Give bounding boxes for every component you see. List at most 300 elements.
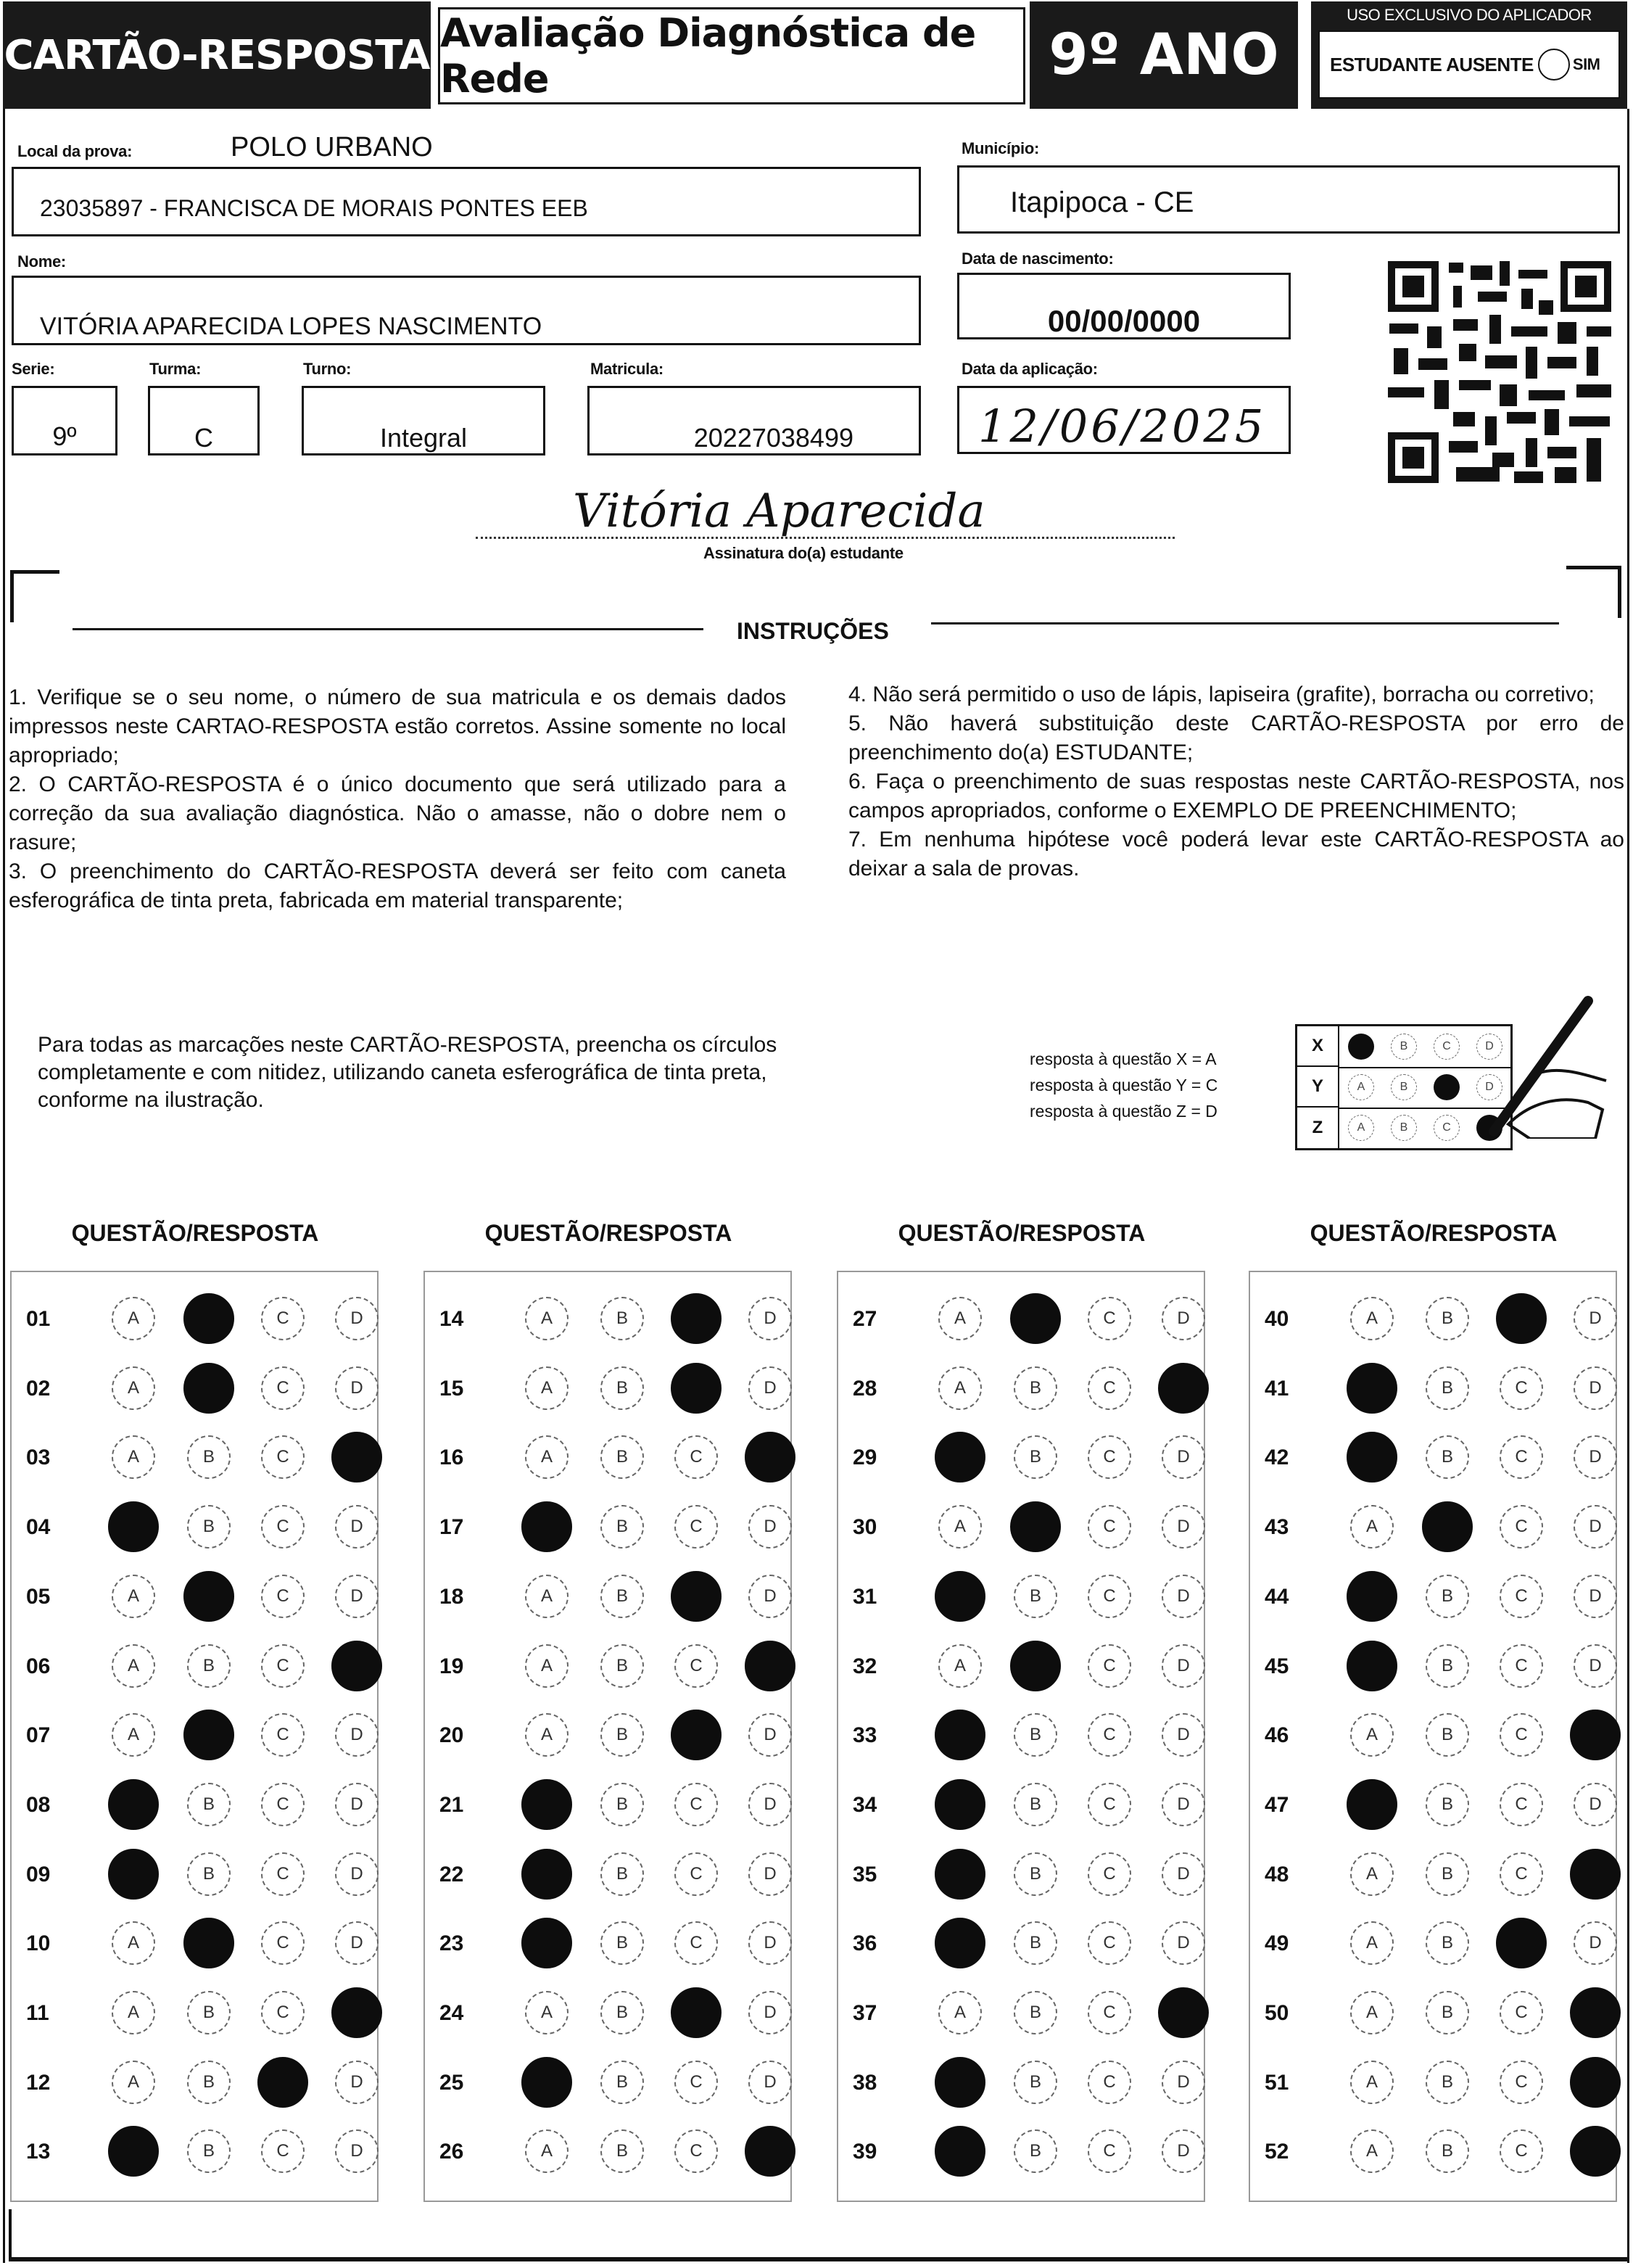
answer-bubble-b[interactable]: B [187,1644,231,1688]
answer-bubble-b[interactable]: B [1014,1575,1057,1618]
answer-bubble-a[interactable] [935,1779,985,1830]
answer-bubble-a[interactable] [521,1918,572,1968]
answer-bubble-b[interactable]: B [187,1783,231,1826]
nome-value: VITÓRIA APARECIDA LOPES NASCIMENTO [40,313,542,340]
answer-bubble-c[interactable]: C [1088,1644,1131,1688]
answer-bubble-b[interactable]: B [187,1852,231,1896]
answer-bubble-b[interactable]: B [1426,1713,1469,1757]
signature-label: Assinatura do(a) estudante [703,544,904,562]
answer-bubble-a[interactable]: A [525,1575,569,1618]
answer-bubble-a[interactable]: A [112,1435,155,1479]
card-title: CARTÃO-RESPOSTA [3,1,431,109]
question-number: 36 [853,1931,877,1956]
answer-bubble-b[interactable]: B [1014,1713,1057,1757]
answer-bubble-b[interactable] [183,1710,234,1760]
answer-bubble-b[interactable]: B [187,1991,231,2034]
answer-bubble-b[interactable] [183,1363,234,1414]
answer-bubble-d[interactable] [331,1987,382,2038]
answer-bubble-b[interactable] [1010,1641,1061,1691]
answer-bubble-d[interactable] [745,1432,795,1483]
answer-bubble-c[interactable]: C [674,1921,718,1965]
question-number: 43 [1265,1515,1289,1540]
answer-bubble-d[interactable]: D [1162,1644,1205,1688]
answer-bubble-c[interactable] [671,1293,722,1344]
answer-bubble-a[interactable]: A [112,1366,155,1410]
answer-bubble-c[interactable]: C [1500,2061,1543,2104]
answer-bubble-d[interactable] [1158,1363,1209,1414]
answer-bubble-b[interactable]: B [1426,1921,1469,1965]
example-bubble: C [1434,1115,1460,1141]
answer-bubble-c[interactable]: C [1088,2061,1131,2104]
answer-bubble-a[interactable] [935,1849,985,1900]
answer-bubble-c[interactable]: C [1088,1435,1131,1479]
answer-bubble-a[interactable]: A [112,1991,155,2034]
question-number: 39 [853,2140,877,2164]
example-row-label: Z [1297,1108,1339,1148]
answer-bubble-b[interactable]: B [1426,1366,1469,1410]
answer-bubble-b[interactable] [1010,1501,1061,1552]
legend-z: resposta à questão Z = D [1030,1102,1217,1121]
answer-bubble-c[interactable]: C [1088,1991,1131,2034]
example-bubble: D [1476,1034,1502,1060]
nome-label: Nome: [17,252,66,271]
answer-column-header: QUESTÃO/RESPOSTA [898,1220,1146,1246]
answer-bubble-c[interactable]: C [1088,2129,1131,2173]
answer-column-header: QUESTÃO/RESPOSTA [1310,1220,1558,1246]
answer-bubble-a[interactable] [521,1849,572,1900]
answer-column-header: QUESTÃO/RESPOSTA [71,1220,319,1246]
question-number: 32 [853,1654,877,1678]
turma-label: Turma: [149,360,202,378]
answer-bubble-c[interactable]: C [261,1505,305,1549]
answer-bubble-c[interactable]: C [674,1435,718,1479]
answer-bubble-a[interactable]: A [1350,2061,1394,2104]
legend-y: resposta à questão Y = C [1030,1076,1218,1094]
answer-bubble-b[interactable]: B [1426,1852,1469,1896]
answer-bubble-d[interactable]: D [335,1852,379,1896]
answer-bubble-c[interactable] [1496,1918,1547,1968]
answer-bubble-c[interactable]: C [1500,2129,1543,2173]
question-number: 08 [26,1792,51,1817]
answer-bubble-d[interactable] [745,2126,795,2177]
answer-bubble-a[interactable]: A [525,1297,569,1340]
answer-bubble-b[interactable] [183,1918,234,1968]
answer-bubble-c[interactable] [671,1987,722,2038]
answer-bubble-c[interactable]: C [261,1435,305,1479]
answer-bubble-b[interactable]: B [1014,2129,1057,2173]
question-number: 47 [1265,1792,1289,1817]
question-number: 33 [853,1723,877,1748]
answer-bubble-b[interactable]: B [187,2129,231,2173]
answer-bubble-d[interactable]: D [748,1783,792,1826]
answer-bubble-c[interactable]: C [261,1852,305,1896]
answer-bubble-a[interactable]: A [112,1297,155,1340]
question-number: 42 [1265,1446,1289,1470]
answer-bubble-a[interactable] [108,1849,159,1900]
answer-bubble-d[interactable]: D [1162,1852,1205,1896]
answer-bubble-d[interactable]: D [1162,1505,1205,1549]
answer-bubble-c[interactable] [257,2057,308,2108]
answer-bubble-c[interactable]: C [1500,1991,1543,2034]
answer-bubble-b[interactable]: B [1014,1852,1057,1896]
nascimento-label: Data de nascimento: [962,250,1114,268]
answer-bubble-d[interactable]: D [335,1783,379,1826]
question-number: 12 [26,2070,51,2095]
applicator-title: USO EXCLUSIVO DO APLICADOR [1347,6,1592,24]
answer-bubble-a[interactable]: A [1350,1991,1394,2034]
answer-bubble-a[interactable]: A [525,1713,569,1757]
answer-bubble-b[interactable]: B [600,1852,644,1896]
question-number: 34 [853,1792,877,1817]
answer-bubble-c[interactable]: C [1088,1921,1131,1965]
answer-bubble-a[interactable] [1347,1779,1397,1830]
answer-bubble-a[interactable]: A [112,1713,155,1757]
answer-bubble-c[interactable] [1496,1293,1547,1344]
answer-bubble-c[interactable] [671,1710,722,1760]
answer-bubble-d[interactable]: D [748,1921,792,1965]
answer-bubble-c[interactable]: C [261,1921,305,1965]
answer-bubble-a[interactable]: A [525,1991,569,2034]
answer-bubble-d[interactable]: D [748,1991,792,2034]
answer-bubble-b[interactable]: B [600,1991,644,2034]
answer-bubble-d[interactable]: D [1574,1921,1617,1965]
answer-bubble-b[interactable]: B [1014,1783,1057,1826]
answer-bubble-b[interactable]: B [1426,1435,1469,1479]
answer-bubble-c[interactable]: C [1500,1713,1543,1757]
answer-bubble-b[interactable]: B [1014,1435,1057,1479]
answer-bubble-d[interactable] [745,1641,795,1691]
answer-bubble-d[interactable] [1570,2126,1621,2177]
answer-bubble-d[interactable]: D [335,1505,379,1549]
question-number: 09 [26,1862,51,1886]
local-value: POLO URBANO [231,132,433,162]
answer-bubble-b[interactable]: B [600,1921,644,1965]
answer-bubble-b[interactable]: B [600,1435,644,1479]
example-bubble: B [1391,1074,1417,1100]
answer-bubble-d[interactable]: D [1162,1783,1205,1826]
absent-label: ESTUDANTE AUSENTE [1330,53,1534,75]
answer-bubble-d[interactable]: D [748,1713,792,1757]
answer-bubble-d[interactable] [1570,1849,1621,1900]
instruction-1: 1. Verifique se o seu nome, o número de sua matricula e os demais dados impressos neste CARTAO-RESPOSTA estão corretos. Assine somente no local apropriado; [9,685,786,767]
question-number: 45 [1265,1654,1289,1678]
example-bubble: B [1391,1115,1417,1141]
answer-bubble-c[interactable]: C [261,1644,305,1688]
question-number: 52 [1265,2140,1289,2164]
answer-bubble-b[interactable]: B [600,1505,644,1549]
answer-bubble-a[interactable]: A [1350,1921,1394,1965]
answer-bubble-a[interactable]: A [1350,1852,1394,1896]
answer-bubble-b[interactable]: B [600,1575,644,1618]
answer-bubble-d[interactable]: D [1574,1644,1617,1688]
question-number: 15 [439,1376,464,1401]
answer-bubble-d[interactable]: D [335,1575,379,1618]
answer-bubble-a[interactable]: A [525,1644,569,1688]
answer-bubble-d[interactable]: D [1574,1783,1617,1826]
corner-bottom-left [9,2209,12,2261]
answer-bubble-a[interactable] [1347,1363,1397,1414]
answer-bubble-b[interactable]: B [1426,1991,1469,2034]
answer-bubble-a[interactable]: A [112,1644,155,1688]
answer-bubble-b[interactable]: B [1014,1366,1057,1410]
answer-column-header: QUESTÃO/RESPOSTA [484,1220,732,1246]
question-number: 37 [853,2001,877,2025]
matricula-label: Matricula: [590,360,663,378]
answer-bubble-c[interactable]: C [674,1783,718,1826]
question-number: 26 [439,2140,464,2164]
answer-bubble-c[interactable]: C [261,1991,305,2034]
instruction-4: 4. Não será permitido o uso de lápis, lapiseira (grafite), borracha ou corretivo; [848,683,1595,706]
answer-bubble-c[interactable]: C [1088,1575,1131,1618]
answer-bubble-d[interactable]: D [335,1297,379,1340]
answer-bubble-a[interactable]: A [112,2061,155,2104]
question-number: 18 [439,1584,464,1609]
question-number: 02 [26,1376,51,1401]
answer-bubble-a[interactable]: A [525,1435,569,1479]
answer-bubble-d[interactable] [1158,1987,1209,2038]
answer-bubble-b[interactable]: B [187,1435,231,1479]
answer-bubble-d[interactable]: D [1574,1505,1617,1549]
question-number: 19 [439,1654,464,1678]
question-number: 17 [439,1515,464,1540]
answer-bubble-b[interactable]: B [1426,2129,1469,2173]
answer-bubble-b[interactable]: B [600,1297,644,1340]
answer-bubble-a[interactable]: A [1350,1297,1394,1340]
answer-bubble-d[interactable]: D [1162,1297,1205,1340]
question-number: 31 [853,1584,877,1609]
answer-bubble-b[interactable]: B [1426,1783,1469,1826]
answer-bubble-c[interactable]: C [1500,1505,1543,1549]
answer-bubble-b[interactable]: B [600,2129,644,2173]
question-number: 35 [853,1862,877,1886]
answer-bubble-d[interactable]: D [1162,2061,1205,2104]
answer-bubble-a[interactable] [108,1501,159,1552]
answer-bubble-d[interactable]: D [335,1713,379,1757]
answer-bubble-c[interactable] [671,1571,722,1622]
answer-bubble-c[interactable]: C [1500,1852,1543,1896]
answer-bubble-b[interactable] [1010,1293,1061,1344]
answer-bubble-a[interactable]: A [1350,1505,1394,1549]
answer-bubble-c[interactable]: C [674,1505,718,1549]
answer-bubble-d[interactable]: D [748,2061,792,2104]
answer-bubble-d[interactable]: D [1162,2129,1205,2173]
answer-bubble-a[interactable] [935,1571,985,1622]
question-number: 50 [1265,2001,1289,2025]
answer-bubble-d[interactable]: D [748,1505,792,1549]
answer-bubble-c[interactable]: C [1500,1366,1543,1410]
example-bubble: D [1476,1074,1502,1100]
answer-bubble-a[interactable]: A [938,1366,982,1410]
answer-bubble-d[interactable]: D [1162,1713,1205,1757]
answer-bubble-b[interactable] [183,1293,234,1344]
answer-bubble-d[interactable]: D [748,1366,792,1410]
answer-bubble-c[interactable]: C [1088,1297,1131,1340]
answer-bubble-d[interactable]: D [335,2061,379,2104]
answer-bubble-d[interactable]: D [335,2129,379,2173]
question-number: 38 [853,2070,877,2095]
answer-bubble-a[interactable] [935,2057,985,2108]
question-number: 20 [439,1723,464,1748]
answer-bubble-b[interactable]: B [1426,2061,1469,2104]
matricula-value: 20227038499 [693,423,853,453]
question-number: 49 [1265,1931,1289,1956]
answer-bubble-a[interactable] [1347,1641,1397,1691]
answer-bubble-c[interactable]: C [1500,1644,1543,1688]
answer-bubble-a[interactable] [935,2126,985,2177]
municipio-value: Itapipoca - CE [1010,186,1194,218]
answer-bubble-a[interactable] [108,1779,159,1830]
answer-bubble-a[interactable] [935,1432,985,1483]
answer-bubble-a[interactable]: A [525,2129,569,2173]
answer-bubble-d[interactable]: D [335,1921,379,1965]
question-number: 28 [853,1376,877,1401]
turno-label: Turno: [303,360,352,378]
example-row-label: X [1297,1026,1339,1067]
answer-bubble-b[interactable]: B [600,1366,644,1410]
answer-bubble-b[interactable]: B [600,1644,644,1688]
answer-bubble-c[interactable]: C [261,1366,305,1410]
answer-bubble-b[interactable]: B [1014,1921,1057,1965]
answer-bubble-d[interactable]: D [1574,1297,1617,1340]
answer-bubble-d[interactable]: D [1574,1435,1617,1479]
answer-bubble-b[interactable]: B [187,2061,231,2104]
question-number: 44 [1265,1584,1289,1609]
answer-bubble-a[interactable] [521,2057,572,2108]
answer-bubble-c[interactable]: C [674,1644,718,1688]
question-number: 05 [26,1584,51,1609]
answer-bubble-c[interactable]: C [1500,1783,1543,1826]
question-number: 27 [853,1307,877,1331]
serie-label: Serie: [12,360,55,378]
answer-bubble-a[interactable]: A [938,1644,982,1688]
answer-bubble-a[interactable]: A [112,1921,155,1965]
answer-bubble-c[interactable]: C [1500,1435,1543,1479]
sim-label: SIM [1572,55,1600,73]
answer-bubble-a[interactable]: A [525,1366,569,1410]
instructions-title: INSTRUÇÕES [737,618,889,644]
answer-bubble-c[interactable]: C [261,1783,305,1826]
aplicacao-label: Data da aplicação: [962,360,1098,378]
answer-bubble-c[interactable]: C [1088,1783,1131,1826]
answer-bubble-d[interactable]: D [1162,1921,1205,1965]
example-bubble: C [1434,1034,1460,1060]
answer-bubble-d[interactable]: D [1162,1435,1205,1479]
answer-bubble-b[interactable]: B [1426,1575,1469,1618]
answer-bubble-a[interactable]: A [938,1991,982,2034]
answer-bubble-c[interactable]: C [1088,1505,1131,1549]
answer-bubble-a[interactable]: A [112,1575,155,1618]
answer-bubble-a[interactable] [1347,1571,1397,1622]
answer-bubble-b[interactable]: B [1426,1644,1469,1688]
answer-bubble-c[interactable]: C [674,2129,718,2173]
answer-bubble-d[interactable] [331,1641,382,1691]
serie-value: 9º [52,421,77,451]
answer-bubble-d[interactable] [1570,1710,1621,1760]
question-number: 21 [439,1792,464,1817]
answer-bubble-a[interactable]: A [938,1297,982,1340]
answer-bubble-d[interactable] [1570,2057,1621,2108]
answer-bubble-b[interactable] [183,1571,234,1622]
answer-bubble-c[interactable]: C [674,1852,718,1896]
question-number: 48 [1265,1862,1289,1886]
answer-bubble-b[interactable]: B [600,2061,644,2104]
signature: Vitória Aparecida [573,484,985,538]
answer-bubble-a[interactable] [935,1710,985,1760]
fill-note: Para todas as marcações neste CARTÃO-RESPOSTA, preencha os círculos completamente e com nitidez, utilizando caneta esferográfica de tinta preta, conforme na ilustração. [38,1033,777,1112]
answer-bubble-d[interactable]: D [1574,1366,1617,1410]
answer-bubble-a[interactable] [1347,1432,1397,1483]
answer-bubble-c[interactable] [671,1363,722,1414]
instruction-2: 2. O CARTÃO-RESPOSTA é o único documento que será utilizado para a correção da sua avaliação diagnóstica. Não o amasse, não o dobre nem o rasure; [9,772,786,854]
answer-bubble-d[interactable]: D [1574,1575,1617,1618]
question-number: 30 [853,1515,877,1540]
example-bubble: A [1348,1115,1374,1141]
answer-bubble-b[interactable]: B [600,1783,644,1826]
answer-bubble-a[interactable] [108,2126,159,2177]
answer-bubble-c[interactable]: C [1088,1852,1131,1896]
question-number: 46 [1265,1723,1289,1748]
question-number: 16 [439,1446,464,1470]
answer-bubble-c[interactable]: C [261,1297,305,1340]
answer-bubble-d[interactable]: D [748,1852,792,1896]
answer-bubble-b[interactable]: B [600,1713,644,1757]
question-number: 13 [26,2140,51,2164]
answer-bubble-a[interactable]: A [938,1505,982,1549]
school-value: 23035897 - FRANCISCA DE MORAIS PONTES EEB [40,195,588,221]
answer-bubble-b[interactable]: B [1014,2061,1057,2104]
answer-bubble-c[interactable]: C [261,1575,305,1618]
answer-bubble-d[interactable] [331,1432,382,1483]
question-number: 24 [439,2001,464,2025]
answer-bubble-a[interactable] [935,1918,985,1968]
answer-bubble-a[interactable] [521,1779,572,1830]
bottom-rule [9,2257,1629,2261]
answer-bubble-d[interactable] [1570,1987,1621,2038]
answer-bubble-c[interactable]: C [1088,1366,1131,1410]
answer-bubble-a[interactable]: A [1350,2129,1394,2173]
answer-bubble-b[interactable]: B [187,1505,231,1549]
legend-x: resposta à questão X = A [1030,1050,1217,1068]
question-number: 23 [439,1931,464,1956]
answer-bubble-c[interactable]: C [1088,1713,1131,1757]
question-number: 01 [26,1307,51,1331]
local-label: Local da prova: [17,142,133,160]
answer-bubble-d[interactable]: D [1162,1575,1205,1618]
answer-bubble-c[interactable]: C [674,2061,718,2104]
answer-bubble-a[interactable] [521,1501,572,1552]
answer-bubble-d[interactable]: D [748,1575,792,1618]
question-number: 40 [1265,1307,1289,1331]
answer-bubble-b[interactable]: B [1426,1297,1469,1340]
answer-bubble-c[interactable]: C [261,2129,305,2173]
answer-bubble-b[interactable]: B [1014,1991,1057,2034]
question-number: 10 [26,1931,51,1956]
instruction-7: 7. Em nenhuma hipótese você poderá levar este CARTÃO-RESPOSTA ao deixar a sala de provas. [848,828,1624,881]
answer-bubble-d[interactable]: D [748,1297,792,1340]
question-number: 14 [439,1307,464,1331]
question-number: 11 [26,2001,49,2025]
question-number: 22 [439,1862,464,1886]
question-number: 29 [853,1446,877,1470]
answer-bubble-a[interactable]: A [1350,1713,1394,1757]
answer-bubble-d[interactable]: D [335,1366,379,1410]
question-number: 04 [26,1515,51,1540]
example-bubble: B [1391,1034,1417,1060]
grade-label: 9º ANO [1030,1,1298,109]
answer-bubble-c[interactable]: C [1500,1575,1543,1618]
answer-bubble-b[interactable] [1422,1501,1473,1552]
answer-bubble-c[interactable]: C [261,1713,305,1757]
